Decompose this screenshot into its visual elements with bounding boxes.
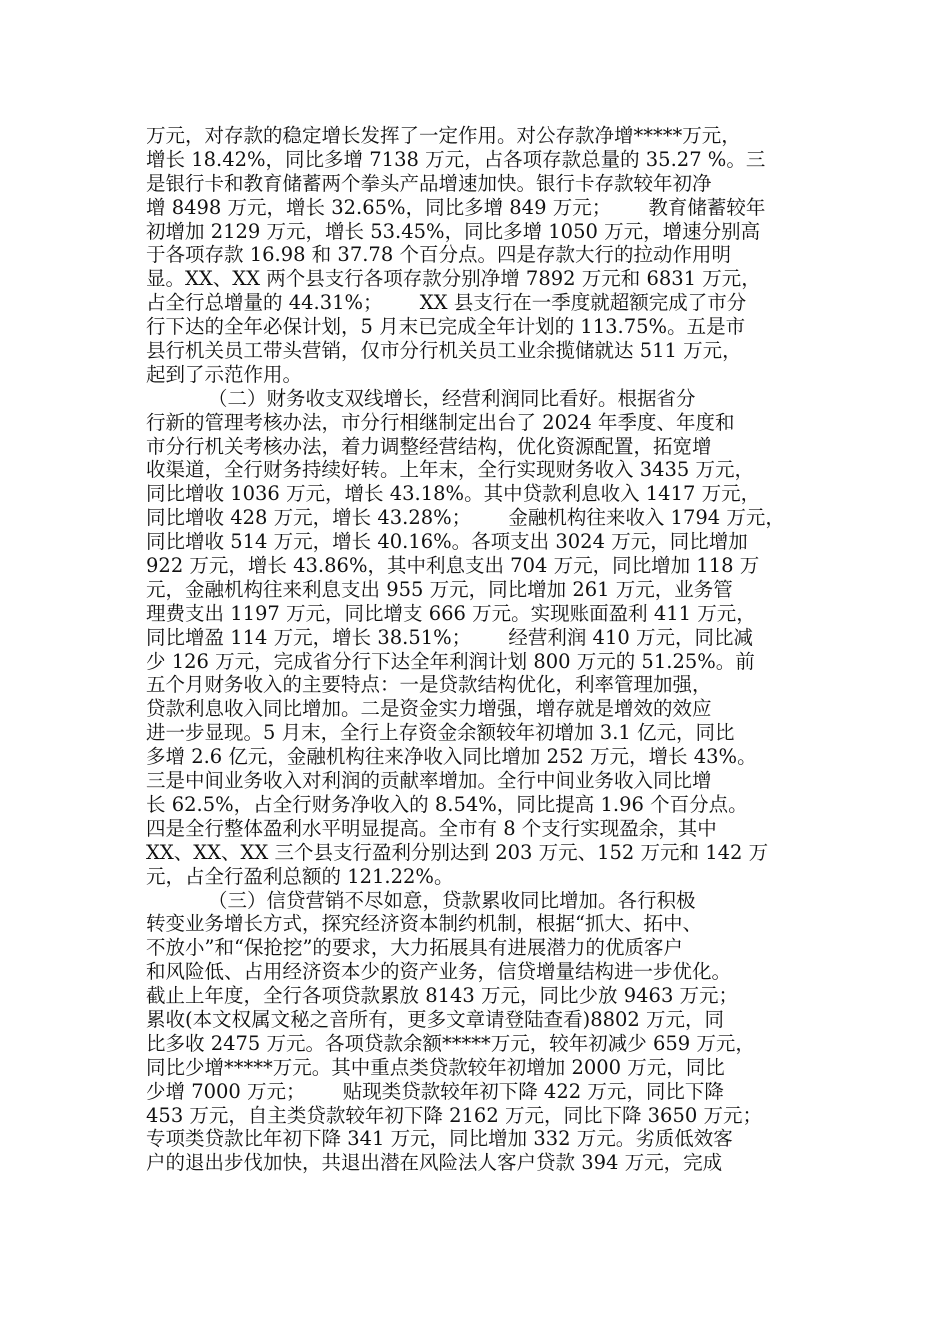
text-line: 三是中间业务收入对利润的贡献率增加。全行中间业务收入同比增: [146, 769, 712, 793]
text-line: 比多收 2475 万元。各项贷款余额*****万元，较年初减少 659 万元，: [146, 1031, 755, 1055]
text-line: 同比增收 514 万元，增长 40.16%。各项支出 3024 万元，同比增加: [146, 530, 748, 554]
text-line: 增 8498 万元，增长 32.65%，同比多增 849 万元； 教育储蓄较年: [146, 195, 766, 219]
text-line: 四是全行整体盈利水平明显提高。全市有 8 个支行实现盈余，其中: [146, 816, 717, 840]
text-line: 进一步显现。5 月末，全行上存资金余额较年初增加 3.1 亿元，同比: [146, 721, 735, 745]
document-body-text: [146, 124, 806, 1175]
text-line: （三）信贷营销不尽如意，贷款累收同比增加。各行积极: [146, 888, 696, 912]
text-line: 行下达的全年必保计划，5 月末已完成全年计划的 113.75%。五是市: [146, 315, 746, 339]
text-line: 行新的管理考核办法，市分行相继制定出台了 2024 年季度、年度和: [146, 410, 735, 434]
text-line: 元，占全行盈利总额的 121.22%。: [146, 864, 454, 888]
text-line: 累收(本文权属文秘之音所有，更多文章请登陆查看)8802 万元，同: [146, 1007, 725, 1031]
text-line: 同比少增*****万元。其中重点类贷款较年初增加 2000 万元，同比: [146, 1055, 725, 1079]
text-line: 市分行机关考核办法，着力调整经营结构，优化资源配置，拓宽增: [146, 434, 712, 458]
text-line: 截止上年度，全行各项贷款累放 8143 万元，同比少放 9463 万元；: [146, 984, 739, 1008]
text-line: 专项类贷款比年初下降 341 万元，同比增加 332 万元。劣质低效客: [146, 1127, 733, 1151]
text-line: 占全行总增量的 44.31%； XX 县支行在一季度就超额完成了市分: [146, 291, 747, 315]
text-line: 多增 2.6 亿元，金融机构往来净收入同比增加 252 万元，增长 43%。: [146, 745, 757, 769]
text-line: 长 62.5%，占全行财务净收入的 8.54%，同比提高 1.96 个百分点。: [146, 792, 748, 816]
text-line: 初增加 2129 万元，增长 53.45%，同比多增 1050 万元，增速分别高: [146, 219, 761, 243]
text-line: 和风险低、占用经济资本少的资产业务，信贷增量结构进一步优化。: [146, 960, 732, 984]
text-line: 不放小”和“保抢挖”的要求，大力拓展具有进展潜力的优质客户: [146, 936, 683, 960]
text-line: 453 万元，自主类贷款较年初下降 2162 万元，同比下降 3650 万元；: [146, 1103, 762, 1127]
text-line: 于各项存款 16.98 和 37.78 个百分点。四是存款大行的拉动作用明: [146, 243, 731, 267]
text-line: XX、XX、XX 三个县支行盈利分别达到 203 万元、152 万元和 142 万: [146, 840, 769, 864]
text-line: 贷款利息收入同比增加。二是资金实力增强，增存就是增效的效应: [146, 697, 712, 721]
text-line: 少 126 万元，完成省分行下达全年利润计划 800 万元的 51.25%。前: [146, 649, 755, 673]
text-line: 少增 7000 万元； 贴现类贷款较年初下降 422 万元，同比下降: [146, 1079, 724, 1103]
text-line: 元，金融机构往来利息支出 955 万元，同比增加 261 万元，业务管: [146, 577, 733, 601]
text-line: 同比增收 428 万元，增长 43.28%； 金融机构往来收入 1794 万元，: [146, 506, 785, 530]
text-line: 五个月财务收入的主要特点：一是贷款结构优化，利率管理加强，: [146, 673, 712, 697]
text-line: 转变业务增长方式，探究经济资本制约机制，根据“抓大、拓中、: [146, 912, 702, 936]
text-line: 县行机关员工带头营销，仅市分行机关员工业余揽储就达 511 万元，: [146, 339, 742, 363]
text-line: 起到了示范作用。: [146, 362, 303, 386]
text-line: 增长 18.42%，同比多增 7138 万元，占各项存款总量的 35.27 %。三: [146, 147, 766, 171]
text-line: 理费支出 1197 万元，同比增支 666 万元。实现账面盈利 411 万元，: [146, 601, 756, 625]
text-line: 同比增收 1036 万元，增长 43.18%。其中贷款利息收入 1417 万元，: [146, 482, 761, 506]
text-line: 收渠道，全行财务持续好转。上年末，全行实现财务收入 3435 万元，: [146, 458, 755, 482]
text-line: 922 万元，增长 43.86%，其中利息支出 704 万元，同比增加 118 万: [146, 554, 760, 578]
text-line: 万元，对存款的稳定增长发挥了一定作用。对公存款净增*****万元，: [146, 124, 741, 147]
text-line: （二）财务收支双线增长，经营利润同比看好。根据省分: [146, 386, 696, 410]
text-line: 户的退出步伐加快，共退出潜在风险法人客户贷款 394 万元，完成: [146, 1151, 723, 1175]
text-line: 是银行卡和教育储蓄两个拳头产品增速加快。银行卡存款较年初净: [146, 171, 712, 195]
text-line: 同比增盈 114 万元，增长 38.51%； 经营利润 410 万元，同比减: [146, 625, 753, 649]
text-line: 显。XX、XX 两个县支行各项存款分别净增 7892 万元和 6831 万元，: [146, 267, 761, 291]
